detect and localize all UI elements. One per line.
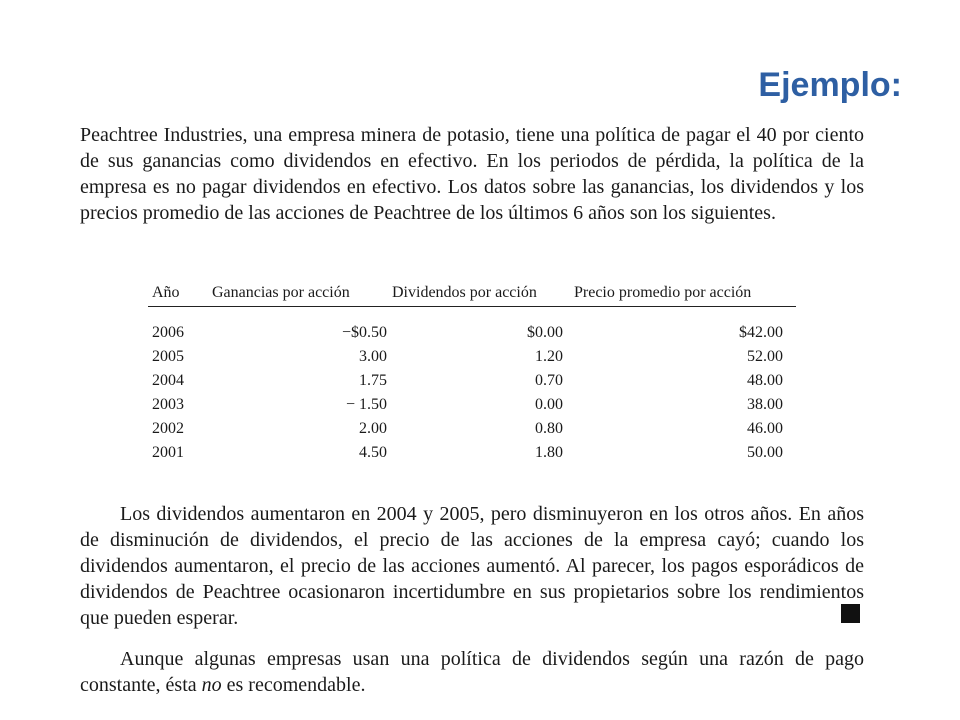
cell-year: 2003 [152,396,184,413]
cell-dividends: 1.80 [535,444,563,461]
cell-price: 48.00 [747,372,783,389]
cell-earnings: −$0.50 [341,324,387,341]
closing-text-start: Aunque algunas empresas usan una política de dividendos según una razón de pago constante, ésta [80,648,864,696]
table-row [148,417,796,441]
dividends-table [148,280,796,465]
cell-year: 2004 [152,372,184,389]
cell-dividends: 0.70 [535,372,563,389]
cell-price: 52.00 [747,348,783,365]
table-row [148,441,796,465]
cell-year: 2005 [152,348,184,365]
cell-earnings: 4.50 [359,444,387,461]
cell-year: 2001 [152,444,184,461]
closing-paragraph [80,646,864,698]
table-body [148,321,796,465]
cell-earnings: − 1.50 [345,396,387,413]
end-of-example-square-icon [841,604,860,623]
cell-earnings: 3.00 [359,348,387,365]
cell-year: 2002 [152,420,184,437]
table-header-row [148,280,796,307]
cell-price: 38.00 [747,396,783,413]
cell-year: 2006 [152,324,184,341]
closing-text-end: es recomendable. [221,674,366,696]
table-row [148,369,796,393]
cell-price: 50.00 [747,444,783,461]
cell-earnings: 2.00 [359,420,387,437]
cell-dividends: 0.80 [535,420,563,437]
slide-title: Ejemplo: [758,66,902,104]
cell-price: $42.00 [739,324,783,341]
analysis-paragraph: Los dividendos aumentaron en 2004 y 2005, pero disminuyeron en los otros años. En años de disminución de dividendos, el precio de las acciones de la empresa cayó; cuando los dividendos aumentaron, el precio de las acciones aumentó. Al parecer, los pagos esporádicos de dividendos de Peachtree ocasionaron incertidumbre en sus propietarios sobre los rendimientos que pueden esperar. [80,503,864,629]
header-year: Año [152,284,180,301]
header-dividends: Dividendos por acción [392,284,537,301]
table-row [148,321,796,345]
cell-dividends: 0.00 [535,396,563,413]
cell-earnings: 1.75 [359,372,387,389]
header-price: Precio promedio por acción [574,284,752,301]
closing-emphasis: no [201,674,222,696]
header-earnings: Ganancias por acción [212,284,350,301]
table-row [148,393,796,417]
intro-paragraph: Peachtree Industries, una empresa minera de potasio, tiene una política de pagar el 40 por ciento de sus ganancias como dividendos en efectivo. En los periodos de pérdida, la política de la empresa es no pagar dividendos en efectivo. Los datos sobre las ganancias, los dividendos y los precios promedio de las acciones de Peachtree de los últimos 6 años son los siguientes. [80,124,864,224]
cell-dividends: 1.20 [535,348,563,365]
cell-dividends: $0.00 [527,324,563,341]
cell-price: 46.00 [747,420,783,437]
table-row [148,345,796,369]
